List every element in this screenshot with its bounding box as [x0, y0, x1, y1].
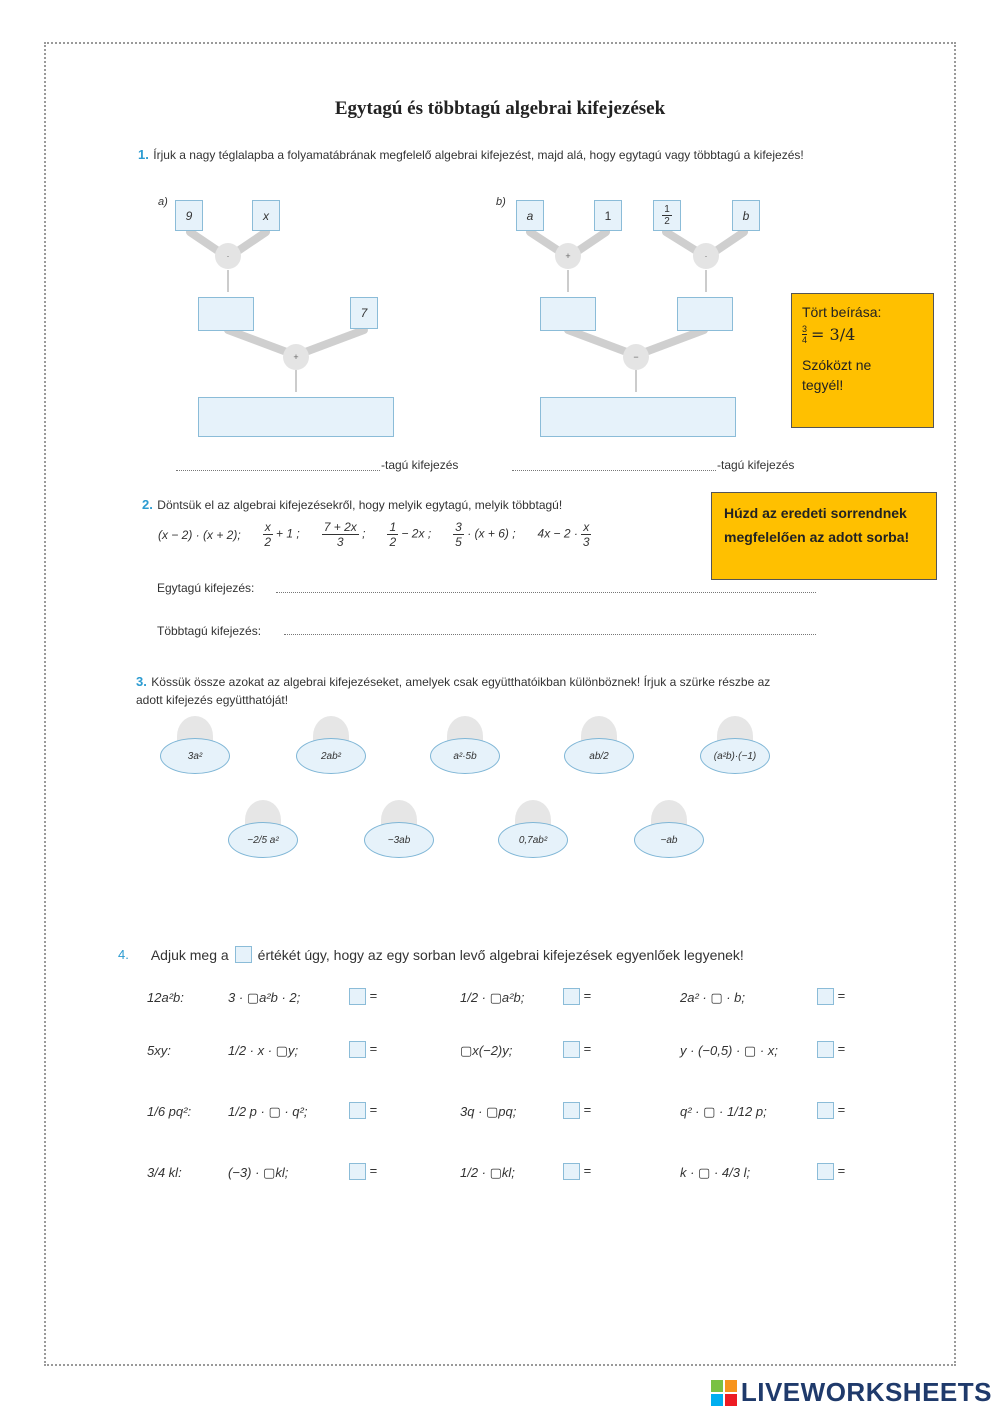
answer-box[interactable] — [563, 1041, 580, 1058]
answer-box[interactable] — [563, 988, 580, 1005]
answer-box[interactable] — [817, 1163, 834, 1180]
logo-icon — [711, 1380, 737, 1406]
answer-box[interactable] — [349, 988, 366, 1005]
liveworksheets-logo — [711, 1377, 992, 1408]
note1-line3: Szóközt ne — [802, 357, 872, 373]
b-minus-op: − — [623, 344, 649, 370]
note1-frac-num: 3 — [802, 324, 808, 334]
task1-b-label: b) — [496, 196, 506, 208]
b-input-1: 1 — [594, 200, 622, 231]
a-intermediate-answer[interactable] — [198, 297, 254, 331]
answer-box[interactable] — [817, 1041, 834, 1058]
expr-1: (x − 2) · (x + 2); — [158, 527, 241, 542]
task3-number: 3. — [136, 674, 147, 689]
row2-col2: ▢x(−2)y; — [460, 1043, 513, 1058]
answer-box[interactable] — [563, 1163, 580, 1180]
b-half-den: 2 — [664, 216, 670, 227]
row2-ans1[interactable]: = — [349, 1041, 377, 1058]
row1-ans1[interactable]: = — [349, 988, 377, 1005]
b-multiply-op: · — [693, 243, 719, 269]
task4-text-pre: Adjuk meg a — [150, 946, 229, 963]
row4-ans1[interactable]: = — [349, 1163, 377, 1180]
a-final-answer[interactable] — [198, 397, 394, 437]
poly-label: Többtagú kifejezés: — [157, 624, 262, 638]
b-half-num: 1 — [664, 204, 670, 215]
b-tag-suffix: -tagú kifejezés — [717, 458, 795, 472]
b-final-answer[interactable] — [540, 397, 736, 437]
row2-col3: y · (−0,5) · ▢ · x; — [680, 1043, 778, 1058]
task2-number: 2. — [142, 497, 153, 512]
row2-ans2[interactable]: = — [563, 1041, 591, 1058]
row3-label: 1/6 pq²: — [147, 1104, 192, 1119]
task1-a-label: a) — [158, 196, 168, 208]
row4-col2: 1/2 · ▢kl; — [460, 1165, 515, 1180]
b-input-half — [653, 200, 681, 231]
a-plus-op: + — [283, 344, 309, 370]
egg-9[interactable]: −ab — [634, 800, 704, 850]
note-fraction-input — [791, 293, 934, 428]
a-input-9: 9 — [175, 200, 203, 231]
a-tag-suffix: -tagú kifejezés — [381, 458, 459, 472]
b-plus-op: + — [555, 243, 581, 269]
row3-col3: q² · ▢ · 1/12 p; — [680, 1104, 767, 1119]
task4-header — [118, 946, 744, 963]
row3-col2: 3q · ▢pq; — [460, 1104, 517, 1119]
egg-8[interactable]: 0,7ab² — [498, 800, 568, 850]
task3-header — [136, 673, 786, 709]
row2-col1: 1/2 · x · ▢y; — [228, 1043, 299, 1058]
note1-frac-den: 4 — [802, 335, 808, 345]
row3-ans2[interactable]: = — [563, 1102, 591, 1119]
task1-text: Írjuk a nagy téglalapba a folyamatábrának megfelelő algebrai kifejezést, majd alá, hogy egytagú vagy többtagú a kifejezés! — [153, 148, 804, 162]
b-left-intermediate-answer[interactable] — [540, 297, 596, 331]
egg-7[interactable]: −3ab — [364, 800, 434, 850]
expr-5: $\frac{3}{5}$ · (x + 6) ; — [455, 520, 516, 549]
row4-col3: k · ▢ · 4/3 l; — [680, 1165, 751, 1180]
task4-box-example — [235, 946, 252, 963]
note1-eq: = 3/4 — [811, 324, 856, 344]
egg-5[interactable]: (a²b)·(−1) — [700, 716, 770, 766]
mono-answer[interactable] — [276, 580, 816, 593]
b-input-b: b — [732, 200, 760, 231]
a-tag-answer[interactable] — [176, 458, 380, 471]
row3-ans1[interactable]: = — [349, 1102, 377, 1119]
b-tag-answer[interactable] — [512, 458, 716, 471]
egg-2[interactable]: 2ab² — [296, 716, 366, 766]
task4-text-post: értékét úgy, hogy az egy sorban levő algebrai kifejezések egyenlőek legyenek! — [257, 946, 744, 963]
row1-col1: 3 · ▢a²b · 2; — [228, 990, 301, 1005]
egg-4[interactable]: ab/2 — [564, 716, 634, 766]
row1-col3: 2a² · ▢ · b; — [680, 990, 746, 1005]
task2-header — [142, 496, 682, 514]
egg-3[interactable]: a²·5b — [430, 716, 500, 766]
task2-expressions — [158, 520, 678, 549]
expr-3: $\frac{7 + 2x}{3}$ ; — [323, 520, 366, 549]
row1-ans2[interactable]: = — [563, 988, 591, 1005]
answer-box[interactable] — [563, 1102, 580, 1119]
poly-answer[interactable] — [284, 622, 816, 635]
task3-text: Kössük össze azokat az algebrai kifejezéseket, amelyek csak együtthatóikban különböznek! Írjuk a szürke részbe az adott kifejezés együtthatóját! — [136, 675, 771, 707]
row2-ans3[interactable]: = — [817, 1041, 845, 1058]
b-input-a: a — [516, 200, 544, 231]
answer-box[interactable] — [817, 988, 834, 1005]
answer-box[interactable] — [817, 1102, 834, 1119]
row4-col1: (−3) · ▢kl; — [228, 1165, 289, 1180]
a-multiply-op: · — [215, 243, 241, 269]
egg-1[interactable]: 3a² — [160, 716, 230, 766]
answer-box[interactable] — [349, 1163, 366, 1180]
a-input-7: 7 — [350, 297, 378, 329]
note1-fraction-example — [802, 324, 923, 345]
page-title: Egytagú és többtagú algebrai kifejezések — [334, 98, 666, 119]
task4-number: 4. — [118, 947, 129, 962]
egg-6[interactable]: −2/5 a² — [228, 800, 298, 850]
answer-box[interactable] — [349, 1102, 366, 1119]
task1-number: 1. — [138, 147, 149, 162]
mono-label: Egytagú kifejezés: — [157, 581, 255, 595]
logo-text: LIVEWORKSHEETS — [740, 1377, 992, 1407]
row1-col2: 1/2 · ▢a²b; — [460, 990, 525, 1005]
note-drag-instruction: Húzd az eredeti sorrendnek megfelelően az adott sorba! — [711, 492, 937, 580]
expr-4: $\frac{1}{2}$ − 2x ; — [389, 520, 432, 549]
b-right-intermediate-answer[interactable] — [677, 297, 733, 331]
task2-text: Döntsük el az algebrai kifejezésekről, hogy melyik egytagú, melyik többtagú! — [157, 498, 563, 512]
row1-label: 12a²b: — [147, 990, 184, 1005]
row4-label: 3/4 kl: — [147, 1165, 182, 1180]
a-input-x: x — [252, 200, 280, 231]
row3-ans3[interactable]: = — [817, 1102, 845, 1119]
answer-box[interactable] — [349, 1041, 366, 1058]
row4-ans3[interactable]: = — [817, 1163, 845, 1180]
row2-label: 5xy: — [147, 1043, 171, 1058]
row3-col1: 1/2 p · ▢ · q²; — [228, 1104, 308, 1119]
note1-line4: tegyél! — [802, 377, 844, 393]
expr-6: 4x − 2 · $\frac{x}{3}$ — [537, 520, 590, 549]
expr-2: $\frac{x}{2}$ + 1 ; — [264, 520, 300, 549]
row4-ans2[interactable]: = — [563, 1163, 591, 1180]
note1-line1: Tört beírása: — [802, 304, 882, 320]
row1-ans3[interactable]: = — [817, 988, 845, 1005]
